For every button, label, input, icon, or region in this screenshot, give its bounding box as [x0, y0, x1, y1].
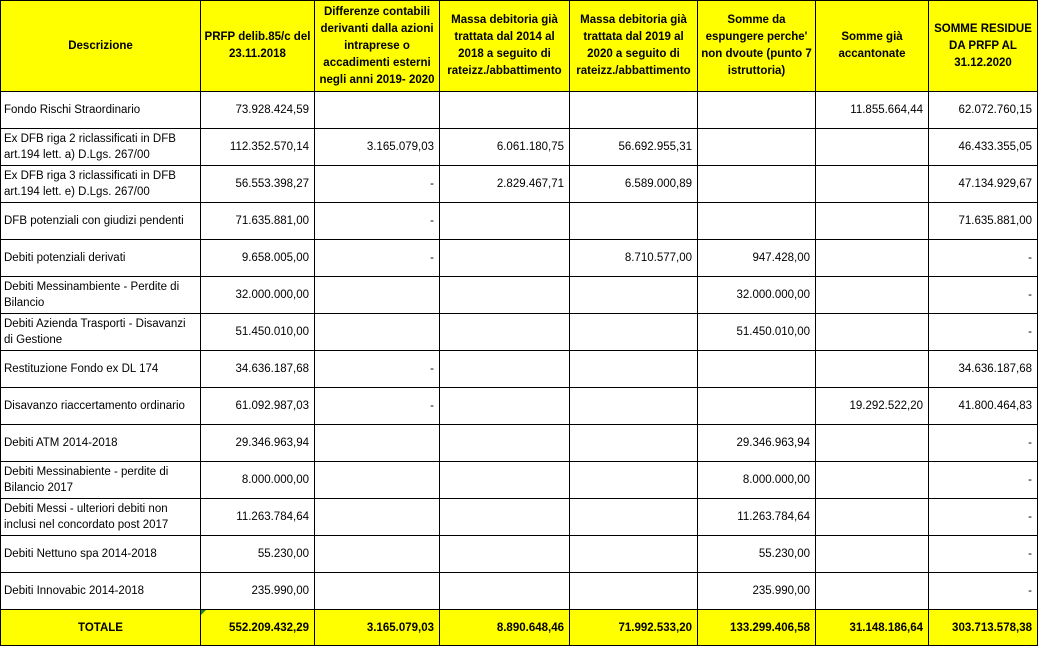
table-cell[interactable] — [816, 277, 929, 314]
table-cell[interactable]: 112.352.570,14 — [201, 129, 315, 166]
table-cell[interactable]: 6.061.180,75 — [440, 129, 570, 166]
header-descrizione[interactable]: Descrizione — [1, 1, 201, 92]
table-row — [1, 314, 1038, 351]
header-somme-residue[interactable]: SOMME RESIDUE DA PRFP AL 31.12.2020 — [929, 1, 1038, 92]
table-cell[interactable] — [570, 351, 698, 388]
table-cell[interactable] — [315, 499, 440, 536]
total-cell[interactable]: 133.299.406,58 — [698, 610, 816, 646]
table-body — [1, 92, 1038, 610]
table-cell[interactable]: - — [315, 203, 440, 240]
table-cell[interactable]: - — [929, 314, 1038, 351]
table-cell[interactable]: 46.433.355,05 — [929, 129, 1038, 166]
table-cell[interactable]: - — [929, 425, 1038, 462]
table-cell[interactable]: - — [315, 240, 440, 277]
table-cell[interactable] — [816, 425, 929, 462]
table-cell[interactable] — [816, 536, 929, 573]
table-row — [1, 388, 1038, 425]
table-cell[interactable]: 71.635.881,00 — [929, 203, 1038, 240]
table-cell[interactable]: 3.165.079,03 — [315, 129, 440, 166]
table-cell[interactable]: 73.928.424,59 — [201, 92, 315, 129]
table-cell[interactable]: 6.589.000,89 — [570, 166, 698, 203]
table-row — [1, 425, 1038, 462]
table-cell[interactable] — [315, 314, 440, 351]
table-cell[interactable] — [440, 277, 570, 314]
table-row — [1, 573, 1038, 610]
table-cell[interactable] — [698, 129, 816, 166]
table-cell[interactable] — [816, 499, 929, 536]
total-cell[interactable]: 3.165.079,03 — [315, 610, 440, 646]
table-row — [1, 240, 1038, 277]
row-description[interactable]: Debiti Messi - ulteriori debiti non inclusi nel concordato post 2017 — [1, 499, 201, 536]
table-cell[interactable]: 32.000.000,00 — [201, 277, 315, 314]
table-cell[interactable] — [698, 388, 816, 425]
table-cell[interactable]: 47.134.929,67 — [929, 166, 1038, 203]
table-cell[interactable] — [440, 240, 570, 277]
table-row — [1, 499, 1038, 536]
table-row — [1, 203, 1038, 240]
total-cell[interactable]: 552.209.432,29 — [201, 610, 315, 646]
header-somme-accantonate[interactable]: Somme già accantonate — [816, 1, 929, 92]
table-cell[interactable] — [570, 462, 698, 499]
table-cell[interactable] — [816, 203, 929, 240]
table-cell[interactable] — [816, 573, 929, 610]
row-description[interactable]: Debiti Nettuno spa 2014-2018 — [1, 536, 201, 573]
table-cell[interactable]: 62.072.760,15 — [929, 92, 1038, 129]
table-cell[interactable]: 56.692.955,31 — [570, 129, 698, 166]
table-cell[interactable]: 9.658.005,00 — [201, 240, 315, 277]
table-cell[interactable]: 34.636.187,68 — [201, 351, 315, 388]
table-cell[interactable]: 51.450.010,00 — [201, 314, 315, 351]
table-cell[interactable]: 8.000.000,00 — [201, 462, 315, 499]
header-row — [1, 1, 1038, 92]
table-cell[interactable] — [816, 240, 929, 277]
table-cell[interactable]: 29.346.963,94 — [201, 425, 315, 462]
table-cell[interactable] — [698, 92, 816, 129]
header-massa-2019-2020[interactable]: Massa debitoria già trattata dal 2019 al 2020 a seguito di rateizz./abbattimento — [570, 1, 698, 92]
table-cell[interactable] — [570, 277, 698, 314]
table-cell[interactable] — [440, 536, 570, 573]
table-cell[interactable] — [315, 277, 440, 314]
table-cell[interactable] — [570, 203, 698, 240]
table-cell[interactable] — [698, 203, 816, 240]
table-cell[interactable]: - — [929, 499, 1038, 536]
table-cell[interactable] — [698, 351, 816, 388]
table-cell[interactable] — [570, 573, 698, 610]
table-cell[interactable]: 19.292.522,20 — [816, 388, 929, 425]
table-row — [1, 277, 1038, 314]
table-cell[interactable] — [570, 92, 698, 129]
table-cell[interactable] — [440, 351, 570, 388]
table-cell[interactable] — [816, 166, 929, 203]
table-row — [1, 536, 1038, 573]
table-cell[interactable] — [816, 462, 929, 499]
table-cell[interactable] — [440, 314, 570, 351]
table-cell[interactable]: - — [929, 240, 1038, 277]
table-cell[interactable]: 55.230,00 — [698, 536, 816, 573]
table-cell[interactable]: 61.092.987,03 — [201, 388, 315, 425]
table-cell[interactable]: 8.710.577,00 — [570, 240, 698, 277]
table-cell[interactable]: 41.800.464,83 — [929, 388, 1038, 425]
header-somme-da-espungere[interactable]: Somme da espungere perche' non dvoute (punto 7 istruttoria) — [698, 1, 816, 92]
table-cell[interactable] — [315, 425, 440, 462]
total-cell[interactable]: 71.992.533,20 — [570, 610, 698, 646]
table-cell[interactable] — [440, 499, 570, 536]
table-row — [1, 129, 1038, 166]
table-cell[interactable] — [570, 425, 698, 462]
table-cell[interactable]: 11.263.784,64 — [201, 499, 315, 536]
table-row — [1, 462, 1038, 499]
table-cell[interactable]: 71.635.881,00 — [201, 203, 315, 240]
table-cell[interactable]: 947.428,00 — [698, 240, 816, 277]
table-cell[interactable]: 55.230,00 — [201, 536, 315, 573]
table-cell[interactable] — [315, 92, 440, 129]
total-label[interactable]: TOTALE — [1, 610, 201, 646]
table-cell[interactable]: 56.553.398,27 — [201, 166, 315, 203]
table-cell[interactable] — [570, 536, 698, 573]
header-differenze-contabili[interactable]: Differenze contabili derivanti dalla azioni intraprese o accadimenti esterni negli anni 2019- 2020 — [315, 1, 440, 92]
table-cell[interactable] — [816, 314, 929, 351]
row-description[interactable]: DFB potenziali con giudizi pendenti — [1, 203, 201, 240]
row-description[interactable]: Debiti Messinabiente - perdite di Bilancio 2017 — [1, 462, 201, 499]
table-cell[interactable] — [315, 536, 440, 573]
table-cell[interactable] — [440, 203, 570, 240]
table-cell[interactable] — [315, 573, 440, 610]
table-cell[interactable] — [440, 573, 570, 610]
table-row — [1, 351, 1038, 388]
row-description[interactable]: Ex DFB riga 2 riclassificati in DFB art.194 lett. a) D.Lgs. 267/00 — [1, 129, 201, 166]
table-cell[interactable] — [698, 166, 816, 203]
row-description[interactable]: Disavanzo riaccertamento ordinario — [1, 388, 201, 425]
table-cell[interactable]: 8.000.000,00 — [698, 462, 816, 499]
table-cell[interactable]: - — [315, 351, 440, 388]
table-cell[interactable]: - — [315, 166, 440, 203]
table-cell[interactable]: - — [929, 462, 1038, 499]
table-cell[interactable]: - — [929, 536, 1038, 573]
table-cell[interactable]: 11.263.784,64 — [698, 499, 816, 536]
total-cell[interactable]: 8.890.648,46 — [440, 610, 570, 646]
row-description[interactable]: Debiti Azienda Trasporti - Disavanzi di Gestione — [1, 314, 201, 351]
table-cell[interactable] — [570, 499, 698, 536]
table-cell[interactable]: - — [929, 277, 1038, 314]
table-row — [1, 166, 1038, 203]
table-row — [1, 92, 1038, 129]
table-cell[interactable] — [570, 314, 698, 351]
header-prfp[interactable]: PRFP delib.85/c del 23.11.2018 — [201, 1, 315, 92]
table-cell[interactable]: 34.636.187,68 — [929, 351, 1038, 388]
table-cell[interactable] — [440, 92, 570, 129]
table-cell[interactable] — [315, 462, 440, 499]
table-cell[interactable]: 32.000.000,00 — [698, 277, 816, 314]
table-cell[interactable]: 235.990,00 — [698, 573, 816, 610]
row-description[interactable]: Debiti ATM 2014-2018 — [1, 425, 201, 462]
total-cell[interactable]: 31.148.186,64 — [816, 610, 929, 646]
row-description[interactable]: Debiti Innovabic 2014-2018 — [1, 573, 201, 610]
table-cell[interactable]: - — [315, 388, 440, 425]
total-row — [1, 610, 1038, 646]
table-cell[interactable]: 11.855.664,44 — [816, 92, 929, 129]
row-description[interactable]: Ex DFB riga 3 riclassificati in DFB art.194 lett. e) D.Lgs. 267/00 — [1, 166, 201, 203]
row-description[interactable]: Debiti potenziali derivati — [1, 240, 201, 277]
row-description[interactable]: Fondo Rischi Straordinario — [1, 92, 201, 129]
row-description[interactable]: Debiti Messinambiente - Perdite di Bilancio — [1, 277, 201, 314]
table-cell[interactable] — [440, 462, 570, 499]
table-cell[interactable] — [440, 388, 570, 425]
table-cell[interactable] — [816, 351, 929, 388]
table-cell[interactable]: 2.829.467,71 — [440, 166, 570, 203]
row-description[interactable]: Restituzione Fondo ex DL 174 — [1, 351, 201, 388]
table-cell[interactable] — [816, 129, 929, 166]
header-massa-2014-2018[interactable]: Massa debitoria già trattata dal 2014 al 2018 a seguito di rateizz./abbattimento — [440, 1, 570, 92]
table-cell[interactable]: - — [929, 573, 1038, 610]
table-cell[interactable]: 235.990,00 — [201, 573, 315, 610]
table-cell[interactable] — [570, 388, 698, 425]
table-cell[interactable]: 29.346.963,94 — [698, 425, 816, 462]
total-cell[interactable]: 303.713.578,38 — [929, 610, 1038, 646]
table-cell[interactable] — [440, 425, 570, 462]
table-cell[interactable]: 51.450.010,00 — [698, 314, 816, 351]
